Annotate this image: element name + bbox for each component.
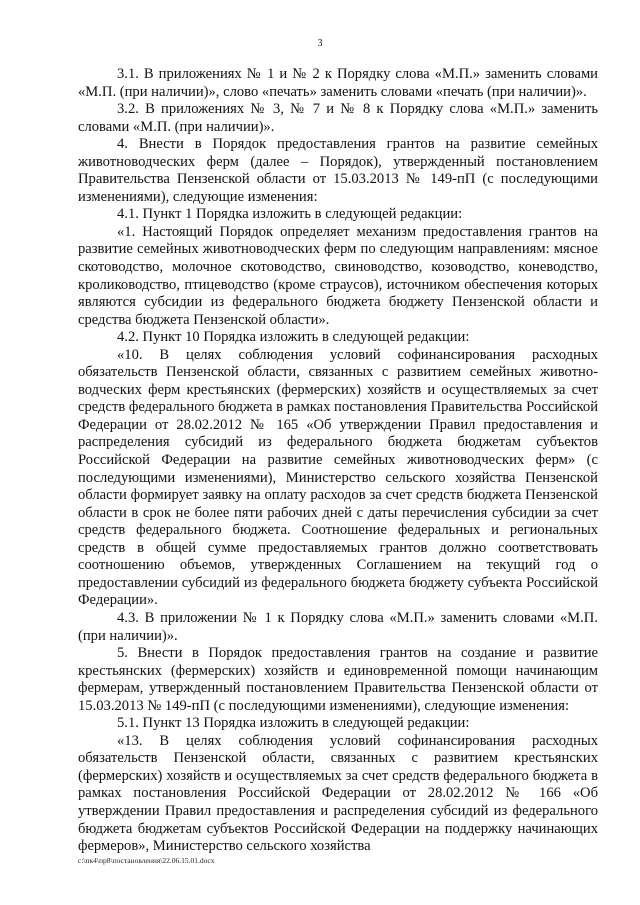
paragraph-4: 4. Внести в Порядок предоставления грантов на развитие семейных животноводческих ферм (далее – Порядок), утвержденный постановлением Правительства Пензенской области от 15.03.2013 № 149-пП (с последующими изменениями), следующие изменения: bbox=[78, 136, 598, 205]
page-number: 3 bbox=[317, 38, 323, 49]
paragraph-5-1-text: «13. В целях соблюдения условий софинансирования расходных обязательств Пензенской области, связанных с развитием крестьянских (фермерских) хозяйств и осуществляемых за счет средств федерального бюджета в рамках постановления Российской Федерации от 28.02.2012 № 166 «Об утверждении Правил предоставления и распределения субсидий из федерального бюджета бюджетам субъектов Российской Федерации на поддержку начинающих фермеров», Министерство сельского хозяйства bbox=[78, 732, 598, 855]
paragraph-4-1-text: «1. Настоящий Порядок определяет механизм предоставления грантов на развитие семейных животноводческих ферм по следующим направлениям: мясное скотоводство, молочное скотоводство, свиноводство, козоводство, коневодство, кролиководство, птицеводство (кроме страусов), источником обеспечения которых являются субсидии из федерального бюджета бюджету Пензенской области и средства бюджета Пензенской области». bbox=[78, 223, 598, 328]
paragraph-5: 5. Внести в Порядок предоставления грантов на создание и развитие крестьянских (фермерских) хозяйств и единовременной помощи начинающим фермерам, утвержденный постановлением Правительства Пензенской области от 15.03.2013 № 149-пП (с последующими изменениями), следующие изменения: bbox=[78, 645, 598, 714]
document-body bbox=[78, 66, 598, 856]
paragraph-3-2: 3.2. В приложениях № 3, № 7 и № 8 к Порядку слова «М.П.» заменить словами «М.П. (при наличии)». bbox=[78, 101, 598, 135]
paragraph-4-3: 4.3. В приложении № 1 к Порядку слова «М.П.» заменить словами «М.П. (при наличии)». bbox=[78, 609, 598, 644]
paragraph-3-1: 3.1. В приложениях № 1 и № 2 к Порядку слова «М.П.» заменить словами «М.П. (при наличии)», слово «печать» заменить словами «печать (при наличии)». bbox=[78, 66, 598, 100]
footer-file-path: c:\пк4\пр8\постановления\22.06.15.01.docx bbox=[78, 856, 215, 865]
paragraph-4-1: 4.1. Пункт 1 Порядка изложить в следующей редакции: bbox=[117, 206, 463, 223]
paragraph-5-1: 5.1. Пункт 13 Порядка изложить в следующей редакции: bbox=[117, 715, 470, 732]
paragraph-4-2-text: «10. В целях соблюдения условий софинансирования расходных обязательств Пензенской области, связанных с развитием семейных животно-водческих ферм крестьянских (фермерских) хозяйств и осуществляемых за счет средств федерального бюджета в рамках постановления Правительства Российской Федерации от 28.02.2012 № 165 «Об утверждении Правил предоставления и распределения субсидий из федерального бюджета бюджетам субъектов Российской Федерации на развитие семейных животноводческих ферм» (с последующими изменениями), Министерство сельского хозяйства Пензенской области формирует заявку на оплату расходов за счет средств бюджета Пензенской области в срок не более пяти рабочих дней с даты перечисления субсидии за счет средств федерального бюджета. Соотношение федеральных и региональных средств в общей сумме предоставляемых грантов должно соответствовать соотношению объемов, утвержденных Соглашением на текущий год о предоставлении субсидий из федерального бюджета бюджету субъекта Российской Федерации». bbox=[78, 346, 598, 609]
paragraph-4-2: 4.2. Пункт 10 Порядка изложить в следующей редакции: bbox=[117, 329, 470, 346]
